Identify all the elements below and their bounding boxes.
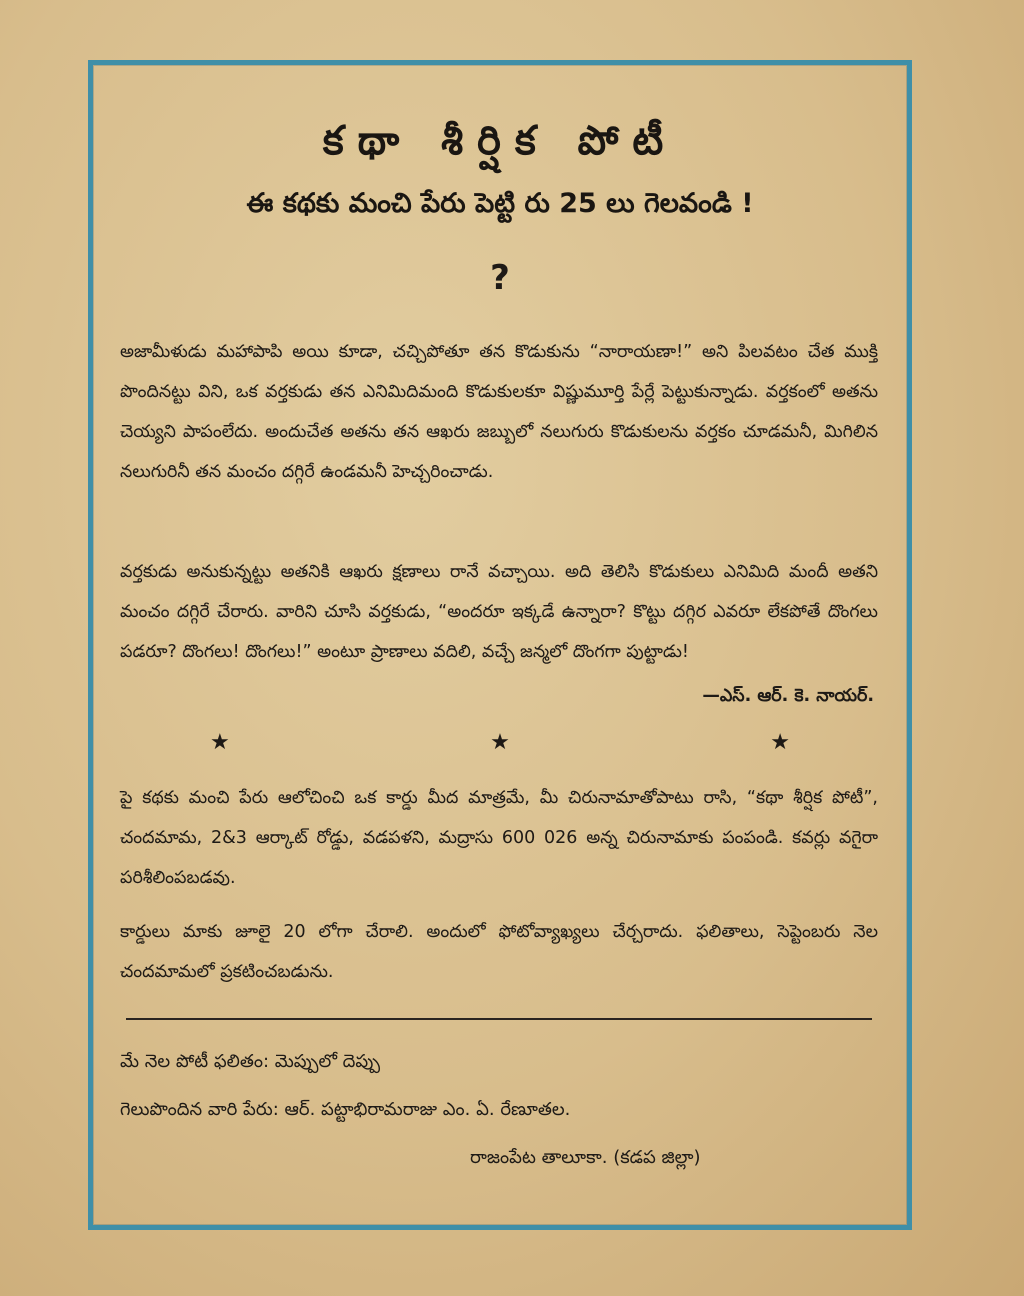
star-icon: ★ bbox=[490, 730, 510, 755]
story-paragraph-1: అజామీళుడు మహాపాపి అయి కూడా, చచ్చిపోతూ తన కొడుకును “నారాయణా!” అని పిలవటం చేత ముక్తి పొందినట్టు విని, ఒక వర్తకుడు తన ఎనిమిదిమంది కొడుకులకూ విష్ణుమూర్తి పేర్లే పెట్టుకున్నాడు. వర్తకంలో అతను చెయ్యని పాపంలేదు. అందుచేత అతను తన ఆఖరు జబ్బులో నలుగురు కొడుకులను వర్తకం చూడమనీ, మిగిలిన నలుగురినీ తన మంచం దగ్గిరే ఉండమనీ హెచ్చరించాడు. bbox=[120, 342, 878, 482]
instructions-paragraph-1: పై కథకు మంచి పేరు ఆలోచించి ఒక కార్డు మీద మాత్రమే, మీ చిరునామాతోపాటు రాసి, “కథా శీర్షిక పోటీ”, చందమామ, 2&3 ఆర్కాట్ రోడ్డు, వడపళని, మద్రాసు 600 026 అన్న చిరునామాకు పంపండి. కవర్లు వగైరా పరిశీలింపబడవు. bbox=[120, 788, 878, 888]
winner-name-line: గెలుపొందిన వారి పేరు: ఆర్. పట్టాభిరామరాజు ఎం. ఏ. రేణూతల. bbox=[120, 1099, 571, 1120]
contest-subtitle: ఈ కథకు మంచి పేరు పెట్టి రు 25 లు గెలవండి ! bbox=[246, 188, 754, 219]
story-author: —ఎస్. ఆర్. కె. నాయర్. bbox=[702, 686, 874, 706]
question-mark: ? bbox=[490, 258, 510, 298]
previous-result-line: మే నెల పోటీ ఫలితం: మెప్పులో దెప్పు bbox=[120, 1051, 381, 1072]
star-icon: ★ bbox=[210, 730, 230, 755]
star-divider bbox=[120, 730, 880, 755]
horizontal-rule bbox=[126, 1018, 872, 1020]
instructions-paragraph-2: కార్డులు మాకు జూలై 20 లోగా చేరాలి. అందులో ఫోటోవ్యాఖ్యలు చేర్చరాదు. ఫలితాలు, సెప్టెంబరు నెల చందమామలో ప్రకటించబడును. bbox=[120, 922, 878, 982]
contest-title: కథా శీర్షిక పోటీ bbox=[322, 118, 678, 164]
winner-location-line: రాజంపేట తాలూకా. (కడప జిల్లా) bbox=[470, 1147, 701, 1168]
story-paragraph-2: వర్తకుడు అనుకున్నట్టు అతనికి ఆఖరు క్షణాలు రానే వచ్చాయి. అది తెలిసి కొడుకులు ఎనిమిది మందీ అతని మంచం దగ్గిరే చేరారు. వారిని చూసి వర్తకుడు, “అందరూ ఇక్కడే ఉన్నారా? కొట్టు దగ్గిర ఎవరూ లేకపోతే దొంగలు పడరూ? దొంగలు! దొంగలు!” అంటూ ప్రాణాలు వదిలి, వచ్చే జన్మలో దొంగగా పుట్టాడు! bbox=[120, 562, 878, 662]
star-icon: ★ bbox=[770, 730, 790, 755]
